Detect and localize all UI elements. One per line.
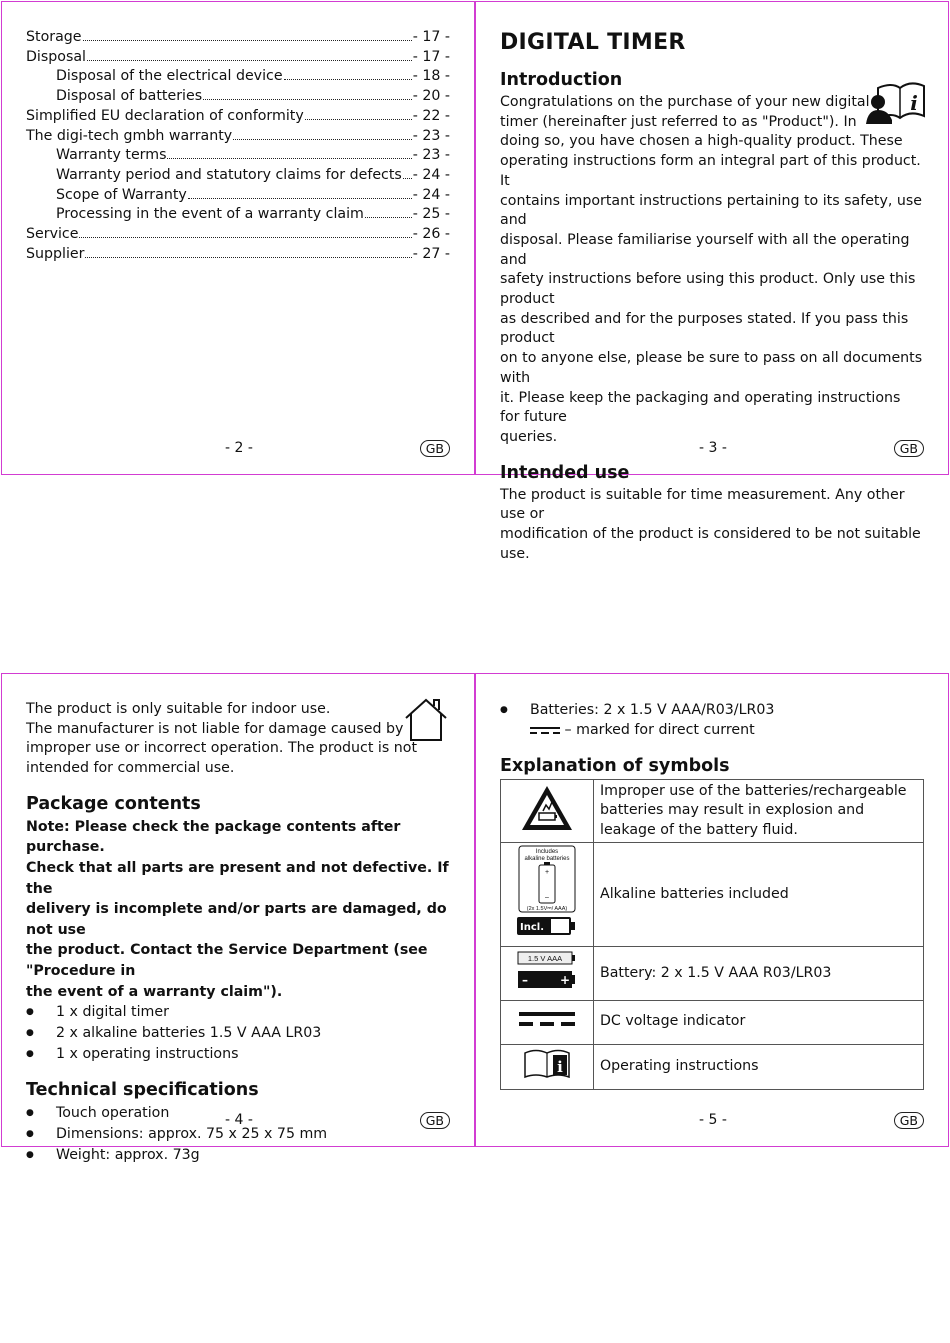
intended-use-heading: Intended use [500, 462, 630, 483]
toc-entry-label: Scope of Warranty [56, 186, 187, 203]
introduction-text [500, 93, 924, 448]
list-item: ● Batteries: 2 x 1.5 V AAA/R03/LR03 [500, 700, 924, 721]
text-line: intended for commercial use. [26, 760, 235, 777]
toc-entry-label: Warranty period and statutory claims for defects [56, 166, 402, 183]
text-line: as described and for the purposes stated. If you pass this product [500, 310, 909, 347]
dc-marking-line [500, 721, 924, 741]
table-row [501, 843, 924, 947]
page-5 [475, 673, 949, 1147]
dc-marking-text: – marked for direct current [564, 722, 755, 738]
toc-entry-page: - 17 - [412, 29, 450, 45]
toc-leader-dots [403, 178, 412, 179]
read-instructions-icon [864, 76, 928, 126]
toc-leader-dots [87, 60, 412, 61]
toc-leader-dots [83, 40, 412, 41]
text-line: operating instructions form an integral part of this product. It [500, 153, 921, 189]
toc-entry [26, 245, 450, 265]
toc-entry-page: - 23 - [412, 147, 450, 164]
battery-list [500, 700, 924, 721]
toc-entry-page: - 22 - [412, 107, 450, 124]
minus-label: – [545, 894, 549, 902]
svg-text:i: i [910, 91, 918, 115]
toc-entry-label: Processing in the event of a warranty claim [56, 206, 364, 223]
table-cell: Alkaline batteries included [594, 843, 924, 947]
table-row [501, 1044, 924, 1090]
list-item: ● Touch operation [26, 1103, 450, 1124]
toc-entry-page: - 20 - [412, 88, 450, 105]
table-of-contents [26, 28, 450, 264]
text-line: Check that all parts are present and not defective. If the [26, 860, 449, 897]
toc-entry-page: - 23 - [412, 127, 450, 144]
text-line: The product is only suitable for indoor use. [26, 701, 331, 717]
text-line: Congratulations on the purchase of your new digital [500, 94, 870, 110]
text-line: Please check the package contents after purchase. [26, 818, 401, 856]
svg-text:i: i [557, 1057, 563, 1076]
page-2 [1, 1, 475, 475]
includes-label: Includes [535, 849, 559, 856]
table-cell: Operating instructions [594, 1044, 924, 1090]
page-number: - 2 - [225, 440, 253, 456]
incl-label: Incl. [520, 922, 544, 934]
toc-entry [26, 166, 450, 186]
text-line: it. Please keep the packaging and operating instructions for future [500, 389, 901, 426]
battery-aaa-icon [515, 949, 579, 991]
package-note [26, 817, 450, 1002]
toc-entry [26, 28, 450, 48]
list-item: ● Weight: approx. 73g [26, 1145, 450, 1166]
battery-warning-icon [519, 783, 575, 833]
text-line: queries. [500, 428, 558, 445]
toc-entry [26, 67, 450, 87]
toc-leader-dots [79, 237, 411, 238]
list-item: ● 2 x alkaline batteries 1.5 V AAA LR03 [26, 1023, 450, 1044]
page-3 [475, 1, 949, 562]
toc-entry-page: - 26 - [412, 226, 450, 243]
text-line: modification of the product is considered to be not suitable use. [500, 526, 921, 562]
toc-entry-label: Disposal [26, 48, 86, 65]
text-line: The manufacturer is not liable for damage caused by [26, 720, 404, 737]
language-badge: GB [894, 1112, 924, 1129]
text-line: improper use or incorrect operation. The product is not [26, 740, 418, 757]
toc-entry-page: - 18 - [412, 68, 450, 85]
toc-leader-dots [85, 257, 411, 258]
toc-entry-label: The digi-tech gmbh warranty [26, 127, 233, 144]
toc-leader-dots [305, 119, 412, 120]
text-line: doing so, you have chosen a high-quality product. These [500, 133, 903, 150]
text-line: delivery is incomplete and/or parts are damaged, do not use [26, 901, 447, 938]
text-line: on to anyone else, please be sure to pass on all documents with [500, 350, 923, 386]
toc-entry-label: Service [26, 226, 79, 243]
explanation-of-symbols-heading: Explanation of symbols [500, 755, 730, 776]
symbols-table [500, 779, 924, 1091]
toc-entry-page: - 25 - [412, 206, 450, 223]
dc-voltage-icon [515, 1008, 579, 1030]
plus-label: + [544, 869, 550, 877]
toc-leader-dots [167, 158, 411, 159]
toc-entry-page: - 24 - [412, 186, 450, 203]
toc-leader-dots [233, 139, 411, 140]
language-badge: GB [420, 1112, 450, 1129]
toc-entry [26, 48, 450, 68]
list-item: ● Dimensions: approx. 75 x 25 x 75 mm [26, 1124, 450, 1145]
page-number: - 4 - [225, 1112, 253, 1128]
alkaline-batteries-included-icon [515, 845, 579, 937]
language-badge: GB [420, 440, 450, 457]
text-line: timer (hereinafter just referred to as "Product"). In [500, 113, 857, 130]
toc-entry [26, 87, 450, 107]
text-line: the event of a warranty claim"). [26, 983, 283, 1000]
table-row [501, 779, 924, 843]
table-cell: Improper use of the batteries/rechargeable batteries may result in explosion and leakage of the battery fluid. [594, 779, 924, 843]
document-title: DIGITAL TIMER [500, 30, 686, 55]
toc-entry-label: Storage [26, 29, 82, 45]
text-line: safety instructions before using this product. Only use this product [500, 271, 916, 308]
page-number: - 3 - [699, 440, 727, 456]
toc-leader-dots [203, 99, 412, 100]
table-row [501, 946, 924, 1000]
page-4 [1, 673, 475, 1164]
toc-entry [26, 146, 450, 166]
indoor-use-house-icon [402, 696, 450, 744]
technical-specifications-heading: Technical specifications [26, 1080, 259, 1101]
table-cell: DC voltage indicator [594, 1000, 924, 1044]
instructions-book-icon [522, 1047, 572, 1081]
language-badge: GB [894, 440, 924, 457]
introduction-heading: Introduction [500, 70, 623, 90]
table-cell: Battery: 2 x 1.5 V AAA R03/LR03 [594, 946, 924, 1000]
alkaline-label: alkaline batteries [524, 856, 570, 863]
toc-entry-label: Warranty terms [56, 147, 167, 164]
toc-entry-label: Disposal of batteries [56, 88, 203, 105]
page-number: - 5 - [699, 1112, 727, 1128]
toc-entry-page: - 27 - [412, 245, 450, 262]
dc-symbol-icon [530, 725, 560, 735]
text-line: contains important instructions pertaining to its safety, use and [500, 192, 923, 229]
toc-entry-label: Supplier [26, 245, 85, 262]
toc-leader-dots [284, 79, 412, 80]
note-label: Note: [26, 818, 70, 835]
list-item: ● 1 x operating instructions [26, 1044, 450, 1065]
toc-leader-dots [188, 198, 412, 199]
toc-entry [26, 127, 450, 147]
toc-entry [26, 107, 450, 127]
toc-entry [26, 225, 450, 245]
package-contents-heading: Package contents [26, 793, 201, 814]
aaa-label: 1.5 V AAA [527, 953, 563, 963]
plus-terminal-label: + [559, 972, 571, 987]
toc-entry-page: - 24 - [412, 166, 450, 183]
table-row [501, 1000, 924, 1044]
list-item: ● 1 x digital timer [26, 1002, 450, 1023]
toc-entry [26, 205, 450, 225]
toc-entry-page: - 17 - [412, 48, 450, 65]
minus-terminal-label: – [522, 972, 528, 987]
toc-leader-dots [365, 217, 412, 218]
text-line: disposal. Please familiarise yourself with all the operating and [500, 231, 910, 268]
package-list [26, 1002, 450, 1065]
toc-entry-label: Simplified EU declaration of conformity [26, 107, 304, 124]
spec-label: (2x 1.5V⎓/ AAA) [526, 906, 568, 913]
toc-entry-label: Disposal of the electrical device [56, 68, 283, 85]
toc-entry [26, 186, 450, 206]
text-line: the product. Contact the Service Department (see "Procedure in [26, 942, 428, 979]
text-line: The product is suitable for time measurement. Any other use or [500, 486, 905, 523]
